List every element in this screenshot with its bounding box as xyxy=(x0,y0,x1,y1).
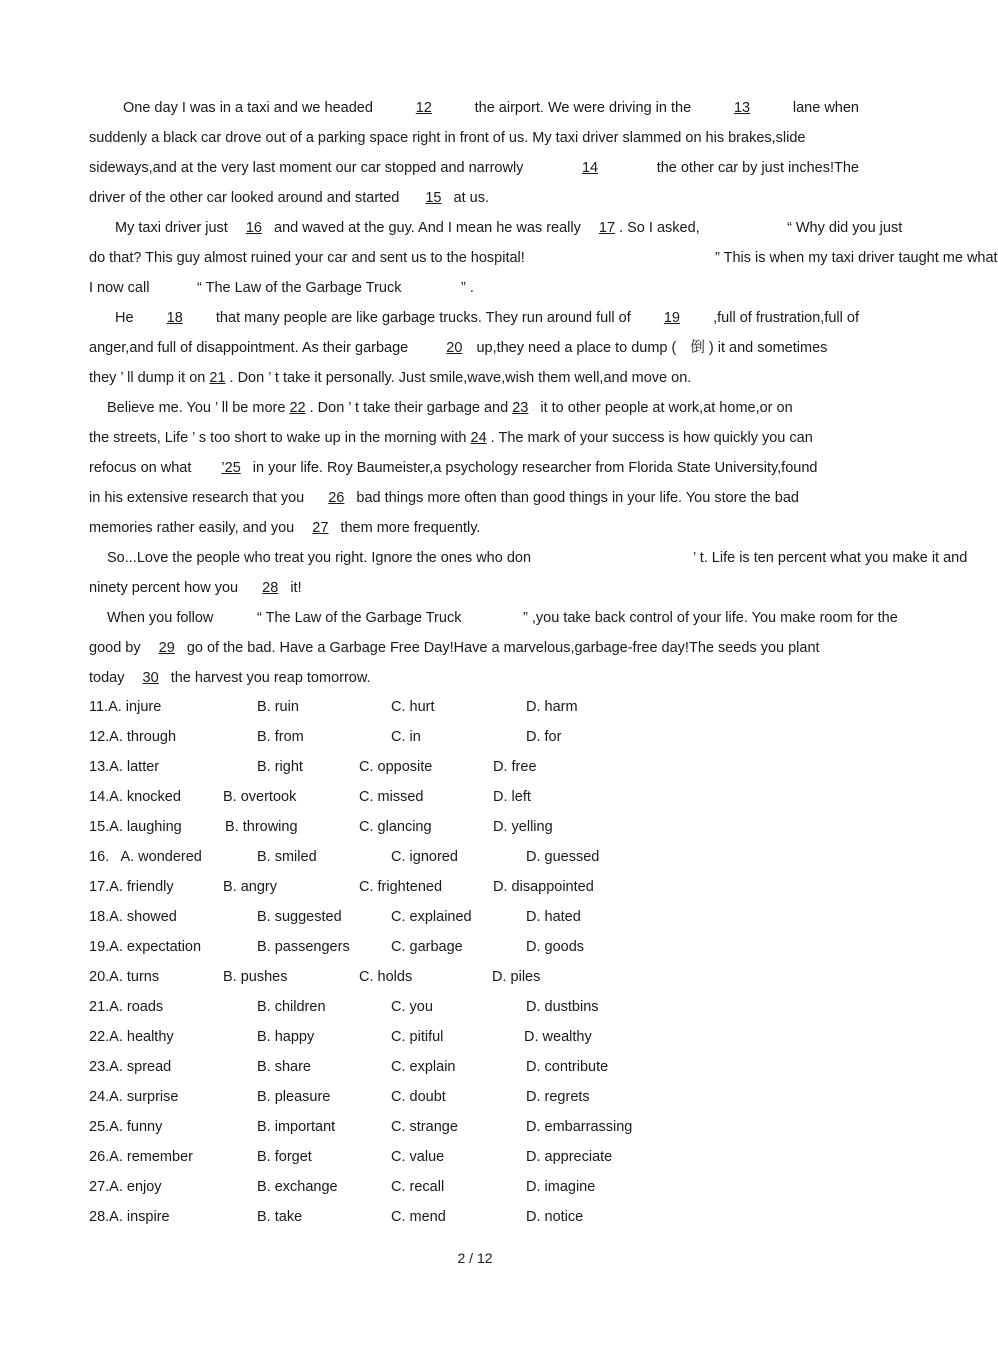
passage-line-5 xyxy=(115,218,945,238)
passage-line-6 xyxy=(89,248,998,268)
option-b: B. passengers xyxy=(257,939,350,955)
text: ” ,you take back control of your life. You make room for the xyxy=(523,610,898,626)
passage-line-3 xyxy=(89,158,859,178)
option-b: B. smiled xyxy=(257,849,317,865)
text: . So I asked, xyxy=(619,220,700,236)
question-21 xyxy=(89,997,689,1017)
blank-23: 23 xyxy=(512,400,529,416)
question-13 xyxy=(89,757,689,777)
passage-line-10 xyxy=(89,368,859,388)
option-c: C. opposite xyxy=(359,759,433,775)
text: ) it and sometimes xyxy=(708,340,828,356)
option-a: 23.A. spread xyxy=(89,1059,172,1075)
question-23 xyxy=(89,1057,689,1077)
blank-18: 18 xyxy=(166,310,183,326)
question-19 xyxy=(89,937,689,957)
blank-12: 12 xyxy=(415,100,432,116)
text: at us. xyxy=(453,190,489,206)
option-a: 24.A. surprise xyxy=(89,1089,179,1105)
option-b: B. overtook xyxy=(223,789,297,805)
question-18 xyxy=(89,907,689,927)
passage-line-16 xyxy=(107,548,968,568)
text: lane when xyxy=(792,100,859,116)
option-d: D. for xyxy=(526,729,562,745)
blank-24: 24 xyxy=(470,430,487,446)
option-c: C. garbage xyxy=(391,939,463,955)
passage-line-13 xyxy=(89,458,859,478)
question-22 xyxy=(89,1027,689,1047)
blank-25: ’25 xyxy=(221,460,241,476)
text: “ Why did you just xyxy=(787,220,903,236)
option-b: B. ruin xyxy=(257,699,299,715)
text: ” . xyxy=(461,280,474,296)
passage-line-7 xyxy=(89,278,859,298)
passage-line-11 xyxy=(107,398,877,418)
option-b: B. pleasure xyxy=(257,1089,331,1105)
option-c: C. holds xyxy=(359,969,413,985)
text: driver of the other car looked around and started xyxy=(89,190,400,206)
option-d: D. contribute xyxy=(526,1059,609,1075)
question-16 xyxy=(89,847,689,867)
option-b: B. suggested xyxy=(257,909,342,925)
text: the streets, Life ’ s too short to wake up in the morning with xyxy=(89,430,467,446)
option-b: B. forget xyxy=(257,1149,312,1165)
question-27 xyxy=(89,1177,689,1197)
text: suddenly a black car drove out of a parking space right in front of us. My taxi driver slammed on his brakes,slide xyxy=(89,130,806,146)
blank-13: 13 xyxy=(733,100,751,116)
option-d: D. regrets xyxy=(526,1089,590,1105)
text: ninety percent how you xyxy=(89,580,239,596)
text: So...Love the people who treat you right. Ignore the ones who don xyxy=(107,550,532,566)
option-d: D. piles xyxy=(492,969,541,985)
option-d: D. hated xyxy=(526,909,581,925)
option-d: D. harm xyxy=(526,699,578,715)
text: . Don ’ t take their garbage and xyxy=(309,400,509,416)
blank-22: 22 xyxy=(289,400,306,416)
blank-14: 14 xyxy=(581,160,599,176)
option-c: C. you xyxy=(391,999,433,1015)
question-12 xyxy=(89,727,689,747)
text: sideways,and at the very last moment our car stopped and narrowly xyxy=(89,160,524,176)
question-17 xyxy=(89,877,689,897)
option-a: 11.A. injure xyxy=(89,699,162,715)
text: I now call xyxy=(89,280,150,296)
option-c: C. explained xyxy=(391,909,472,925)
question-25 xyxy=(89,1117,689,1137)
text: it to other people at work,at home,or on xyxy=(540,400,793,416)
option-b: B. angry xyxy=(223,879,277,895)
text: do that? This guy almost ruined your car and sent us to the hospital! xyxy=(89,250,525,266)
question-24 xyxy=(89,1087,689,1107)
passage-line-20 xyxy=(89,668,859,688)
option-c: C. frightened xyxy=(359,879,443,895)
option-b: B. exchange xyxy=(257,1179,338,1195)
text: go of the bad. Have a Garbage Free Day!Have a marvelous,garbage-free day!The seeds you plant xyxy=(186,640,820,656)
text: When you follow xyxy=(107,610,214,626)
option-b: B. pushes xyxy=(223,969,288,985)
question-15 xyxy=(89,817,689,837)
option-a: 18.A. showed xyxy=(89,909,177,925)
option-a: 20.A. turns xyxy=(89,969,160,985)
question-26 xyxy=(89,1147,689,1167)
text: and waved at the guy. And I mean he was really xyxy=(274,220,581,236)
text: “ The Law of the Garbage Truck xyxy=(257,610,462,626)
option-c: C. ignored xyxy=(391,849,458,865)
passage-line-17 xyxy=(89,578,859,598)
text: the other car by just inches!The xyxy=(656,160,859,176)
option-d: D. guessed xyxy=(526,849,600,865)
text: My taxi driver just xyxy=(115,220,228,236)
option-d: D. embarrassing xyxy=(526,1119,633,1135)
option-c: C. recall xyxy=(391,1179,445,1195)
option-d: D. imagine xyxy=(526,1179,596,1195)
option-d: D. left xyxy=(493,789,531,805)
question-20 xyxy=(89,967,689,987)
text: He xyxy=(115,310,134,326)
text: memories rather easily, and you xyxy=(89,520,295,536)
passage-line-4 xyxy=(89,188,859,208)
option-b: B. children xyxy=(257,999,326,1015)
option-c: C. glancing xyxy=(359,819,432,835)
option-c: C. mend xyxy=(391,1209,446,1225)
text: bad things more often than good things in your life. You store the bad xyxy=(356,490,799,506)
option-a: 17.A. friendly xyxy=(89,879,174,895)
option-a: 21.A. roads xyxy=(89,999,164,1015)
passage-line-19 xyxy=(89,638,859,658)
option-d: D. notice xyxy=(526,1209,584,1225)
option-c: C. explain xyxy=(391,1059,456,1075)
option-b: B. throwing xyxy=(225,819,298,835)
option-b: B. right xyxy=(257,759,303,775)
option-a: 13.A. latter xyxy=(89,759,160,775)
blank-21: 21 xyxy=(209,370,226,386)
text: . The mark of your success is how quickly you can xyxy=(490,430,813,446)
option-a: 15.A. laughing xyxy=(89,819,182,835)
blank-29: 29 xyxy=(158,640,175,656)
option-b: B. share xyxy=(257,1059,311,1075)
option-d: D. wealthy xyxy=(524,1029,592,1045)
text: they ’ ll dump it on xyxy=(89,370,206,386)
option-a: 19.A. expectation xyxy=(89,939,202,955)
text: them more frequently. xyxy=(340,520,481,536)
text: anger,and full of disappointment. As their garbage xyxy=(89,340,409,356)
text: in your life. Roy Baumeister,a psychology researcher from Florida State University,found xyxy=(252,460,818,476)
passage-line-14 xyxy=(89,488,859,508)
passage-line-2 xyxy=(89,128,859,148)
option-a: 14.A. knocked xyxy=(89,789,181,805)
text: that many people are like garbage trucks. They run around full of xyxy=(215,310,631,326)
question-11 xyxy=(89,697,689,717)
text: up,they need a place to dump ( xyxy=(476,340,677,356)
text: Believe me. You ’ ll be more xyxy=(107,400,286,416)
passage-line-8 xyxy=(115,308,859,328)
passage-line-18 xyxy=(107,608,927,628)
option-c: C. doubt xyxy=(391,1089,446,1105)
text: One day I was in a taxi and we headed xyxy=(123,100,373,116)
blank-28: 28 xyxy=(262,580,279,596)
option-a: 27.A. enjoy xyxy=(89,1179,162,1195)
blank-20: 20 xyxy=(446,340,463,356)
text: it! xyxy=(290,580,302,596)
passage-line-12 xyxy=(89,428,859,448)
option-d: D. goods xyxy=(526,939,585,955)
text: refocus on what xyxy=(89,460,192,476)
option-d: D. yelling xyxy=(493,819,553,835)
blank-30: 30 xyxy=(142,670,159,686)
text: the harvest you reap tomorrow. xyxy=(170,670,371,686)
text: . Don ’ t take it personally. Just smile,wave,wish them well,and move on. xyxy=(229,370,692,386)
blank-19: 19 xyxy=(663,310,680,326)
text: today xyxy=(89,670,125,686)
option-c: C. hurt xyxy=(391,699,435,715)
option-b: B. take xyxy=(257,1209,303,1225)
option-d: D. free xyxy=(493,759,537,775)
text: ,full of frustration,full of xyxy=(713,310,859,326)
option-c: C. missed xyxy=(359,789,424,805)
text: the airport. We were driving in the xyxy=(474,100,692,116)
text: good by xyxy=(89,640,141,656)
blank-27: 27 xyxy=(312,520,329,536)
passage-line-15 xyxy=(89,518,859,538)
text: “ The Law of the Garbage Truck xyxy=(197,280,402,296)
option-a: 28.A. inspire xyxy=(89,1209,170,1225)
option-c: C. strange xyxy=(391,1119,458,1135)
option-b: B. happy xyxy=(257,1029,315,1045)
option-a: 16. A. wondered xyxy=(89,849,202,865)
option-c: C. in xyxy=(391,729,421,745)
question-14 xyxy=(89,787,689,807)
option-d: D. dustbins xyxy=(526,999,599,1015)
passage-line-9 xyxy=(89,338,859,358)
text: in his extensive research that you xyxy=(89,490,305,506)
option-d: D. disappointed xyxy=(493,879,594,895)
option-b: B. important xyxy=(257,1119,336,1135)
option-b: B. from xyxy=(257,729,304,745)
option-a: 26.A. remember xyxy=(89,1149,193,1165)
option-a: 22.A. healthy xyxy=(89,1029,174,1045)
option-c: C. value xyxy=(391,1149,445,1165)
text: 倒 xyxy=(690,340,705,356)
option-a: 12.A. through xyxy=(89,729,177,745)
page-number: 2 / 12 xyxy=(457,1250,493,1266)
text: ” This is when my taxi driver taught me what xyxy=(715,250,998,266)
option-c: C. pitiful xyxy=(391,1029,444,1045)
option-a: 25.A. funny xyxy=(89,1119,163,1135)
blank-17: 17 xyxy=(598,220,616,236)
question-28 xyxy=(89,1207,689,1227)
passage-line-1 xyxy=(123,98,859,118)
blank-15: 15 xyxy=(425,190,442,206)
blank-16: 16 xyxy=(245,220,262,236)
text: ’ t. Life is ten percent what you make it and xyxy=(693,550,968,566)
option-d: D. appreciate xyxy=(526,1149,613,1165)
blank-26: 26 xyxy=(328,490,345,506)
